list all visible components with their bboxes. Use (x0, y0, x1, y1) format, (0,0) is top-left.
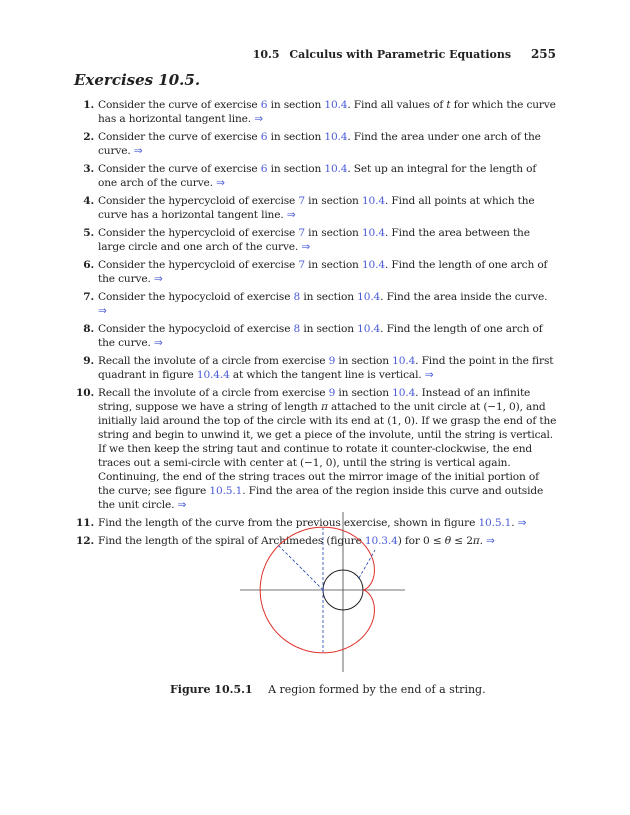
exercise-text: . Find all values of (347, 99, 447, 111)
exercise-text: . Instead of an infinite string, suppose we have a string of length (98, 387, 531, 413)
exercise-text: . Find the length of one arch of the curve. (98, 323, 543, 349)
math-symbol: t (446, 99, 451, 111)
exercise-text: Find the length of the spiral of Archimedes (figure (98, 535, 365, 547)
answer-arrow-icon[interactable]: ⇒ (517, 517, 527, 529)
math-symbol: θ (444, 535, 452, 547)
exercise-text: ) for 0 ≤ (397, 535, 445, 547)
cross-reference-link[interactable]: 9 (328, 355, 336, 367)
answer-arrow-icon[interactable]: ⇒ (216, 177, 225, 189)
answer-arrow-icon[interactable]: ⇒ (286, 209, 296, 221)
exercise-item (74, 258, 558, 286)
exercise-text: in section (300, 323, 358, 335)
exercise-number: 8. (83, 323, 94, 335)
cross-reference-link[interactable]: 10.5.1 (209, 485, 243, 497)
exercise-item (74, 226, 558, 254)
cross-reference-link[interactable]: 10.4 (392, 387, 416, 399)
cross-reference-link[interactable]: 10.4 (324, 163, 348, 175)
cross-reference-link[interactable]: 10.4 (361, 227, 385, 239)
exercise-text: . (511, 517, 518, 529)
cross-reference-link[interactable]: 10.4 (357, 323, 381, 335)
cross-reference-link[interactable]: 7 (298, 195, 305, 207)
cross-reference-link[interactable]: 10.5.1 (478, 517, 512, 529)
cross-reference-link[interactable]: 8 (293, 291, 301, 303)
math-symbol: π (472, 535, 480, 547)
exercise-text: . Find all points at which the curve has a horizontal tangent line. (98, 195, 535, 221)
cross-reference-link[interactable]: 8 (293, 323, 301, 335)
exercise-text: Recall the involute of a circle from exercise (98, 355, 329, 367)
answer-arrow-icon[interactable]: ⇒ (486, 535, 495, 547)
exercise-number: 3. (83, 163, 94, 175)
exercise-text: . Find the area of the region inside this curve and outside the unit circle. (98, 485, 544, 511)
exercise-text: Consider the hypocycloid of exercise (98, 323, 294, 335)
exercise-text: in section (267, 99, 325, 111)
exercise-item (74, 386, 558, 512)
page-number: 255 (530, 47, 556, 61)
exercise-text: Consider the hypercycloid of exercise (98, 227, 299, 239)
figure-caption-text: A region formed by the end of a string. (268, 683, 486, 696)
exercise-text: . Find the area between the large circle and one arch of the curve. (98, 227, 530, 253)
exercise-number: 5. (83, 227, 94, 239)
exercise-item (74, 290, 558, 318)
exercise-text: in section (335, 387, 393, 399)
exercise-number: 1. (83, 99, 94, 111)
exercise-item (74, 162, 558, 190)
cross-reference-link[interactable]: 6 (260, 99, 268, 111)
cross-reference-link[interactable]: 10.4 (361, 195, 385, 207)
math-symbol: π (320, 401, 328, 413)
exercise-text: in section (267, 163, 325, 175)
cross-reference-link[interactable]: 9 (328, 387, 336, 399)
exercise-text: . (479, 535, 487, 547)
figure-10-5-1 (225, 512, 405, 672)
cross-reference-link[interactable]: 7 (298, 227, 305, 239)
exercise-text: Consider the hypercycloid of exercise (98, 195, 299, 207)
cross-reference-link[interactable]: 10.4.4 (196, 369, 230, 381)
exercise-item (74, 194, 558, 222)
answer-arrow-icon[interactable]: ⇒ (133, 145, 143, 157)
exercise-text: . Set up an integral for the length of one arch of the curve. (98, 163, 537, 189)
exercise-item (74, 130, 558, 158)
header-section: 10.5 (252, 48, 280, 61)
exercise-text: for which the curve has a horizontal tangent line. (98, 99, 556, 125)
cross-reference-link[interactable]: 10.4 (324, 99, 348, 111)
exercise-text: . Find the area under one arch of the curve. (98, 131, 541, 157)
cross-reference-link[interactable]: 10.4 (392, 355, 416, 367)
dashed-string-3 (278, 545, 323, 590)
exercise-number: 9. (83, 355, 94, 367)
exercise-number: 11. (76, 517, 94, 529)
answer-arrow-icon[interactable]: ⇒ (98, 305, 107, 317)
cross-reference-link[interactable]: 10.3.4 (364, 535, 398, 547)
exercise-number: 4. (83, 195, 94, 207)
exercise-text: in section (304, 227, 362, 239)
exercise-text: attached to the unit circle at (−1, 0), and initially laid around the top of the circle with its end at (1, 0). If we grasp the end of the string and begin to unwind it, we get a piece of the involute, until the string is vertical. If we then keep the string taut and continue to rotate it counter-clockwise, the end traces out a semi-circle with center at (−1, 0), until the string is vertical again. Continuing, the end of the string traces out the mirror image of the initial portion of the curve; see figure (98, 401, 557, 497)
exercises-title: Exercises 10.5. (74, 71, 201, 89)
exercise-number: 10. (76, 387, 94, 399)
exercise-number: 7. (83, 291, 94, 303)
exercise-text: at which the tangent line is vertical. (229, 369, 425, 381)
exercise-text: . Find the area inside the curve. (380, 291, 548, 303)
answer-arrow-icon[interactable]: ⇒ (301, 241, 311, 253)
exercise-text: Consider the hypercycloid of exercise (98, 259, 299, 271)
cross-reference-link[interactable]: 10.4 (324, 131, 348, 143)
cross-reference-link[interactable]: 6 (260, 163, 268, 175)
exercise-text: in section (304, 195, 362, 207)
answer-arrow-icon[interactable]: ⇒ (153, 273, 163, 285)
exercise-text: ≤ 2 (451, 535, 473, 547)
exercise-number: 6. (83, 259, 94, 271)
exercise-text: Consider the curve of exercise (98, 131, 261, 143)
exercise-text: Consider the curve of exercise (98, 99, 261, 111)
exercise-text: Recall the involute of a circle from exercise (98, 387, 329, 399)
exercise-text: Consider the curve of exercise (98, 163, 261, 175)
exercise-number: 2. (83, 131, 94, 143)
answer-arrow-icon[interactable]: ⇒ (177, 499, 187, 511)
figure-label: Figure 10.5.1 (170, 683, 253, 696)
exercise-number: 12. (76, 535, 94, 547)
answer-arrow-icon[interactable]: ⇒ (153, 337, 163, 349)
page-header (253, 47, 556, 61)
exercise-text: in section (300, 291, 358, 303)
exercise-text: . Find the point in the first quadrant in figure (98, 355, 554, 381)
exercise-text: Find the length of the curve from the previous exercise, shown in figure (98, 517, 479, 529)
answer-arrow-icon[interactable]: ⇒ (424, 369, 434, 381)
exercise-item (74, 354, 558, 382)
cross-reference-link[interactable]: 7 (298, 259, 305, 271)
dashed-string-4 (359, 550, 375, 578)
exercise-text: Consider the hypocycloid of exercise (98, 291, 294, 303)
cross-reference-link[interactable]: 10.4 (357, 291, 381, 303)
answer-arrow-icon[interactable]: ⇒ (254, 113, 263, 125)
exercise-text: in section (267, 131, 325, 143)
exercise-item (74, 98, 558, 126)
header-title: Calculus with Parametric Equations (289, 48, 512, 61)
exercise-item (74, 322, 558, 350)
exercise-text: in section (335, 355, 393, 367)
exercise-list (74, 98, 558, 552)
cross-reference-link[interactable]: 6 (260, 131, 268, 143)
exercise-text: . Find the length of one arch of the curve. (98, 259, 548, 285)
exercise-text: in section (304, 259, 362, 271)
cross-reference-link[interactable]: 10.4 (361, 259, 385, 271)
figure-caption (170, 683, 486, 696)
